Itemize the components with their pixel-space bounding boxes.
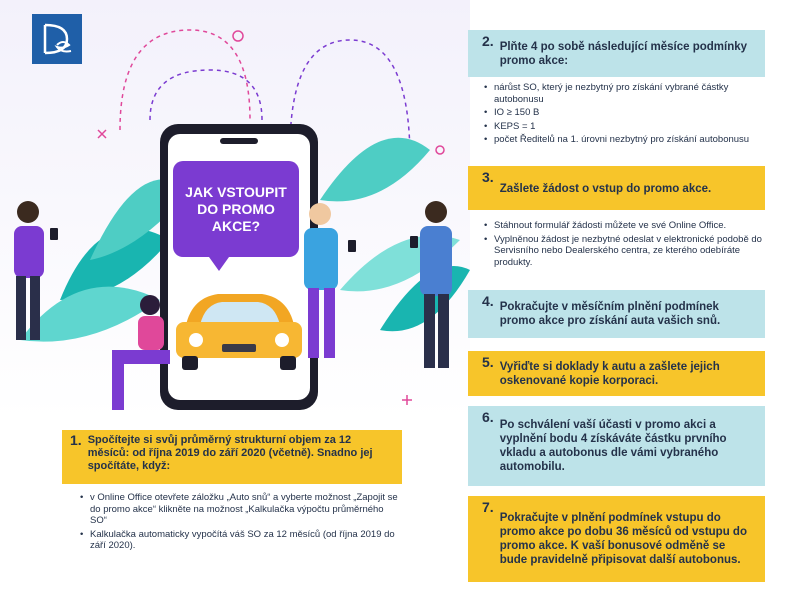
step-4-number: 4.: [482, 293, 494, 309]
car-headlight-left: [189, 333, 203, 347]
step-1-bullet: • v Online Office otevřete záložku „Auto snů“ a vyberte možnost „Zapojit se do promo akce“ klikněte na možnost „Kalkulačka výpočtu průměrného SO“: [80, 492, 400, 527]
step-4-text: Pokračujte v měsíčním plnění podmínek promo akce pro získání auta vašich snů.: [499, 301, 721, 327]
person-right-leg-2: [438, 294, 449, 368]
step-2-bullet: • nárůst SO, který je nezbytný pro získání vybrané částky autobonusu: [484, 82, 764, 105]
car-wheel-right: [280, 356, 296, 370]
leaf-right-2: [320, 138, 430, 202]
step-3-number: 3.: [482, 169, 494, 185]
step-6-card: [468, 406, 765, 486]
step-3-bullets: [484, 220, 764, 270]
step-5-card: [468, 351, 765, 396]
person-mid-leg-2: [324, 288, 335, 358]
circle-decor: [233, 31, 243, 41]
step-1-bullet: • Kalkulačka automaticky vypočítá váš SO za 12 měsíců (od října 2019 do září 2020).: [80, 529, 400, 552]
person-right-phone: [410, 236, 418, 248]
person-right-shirt: [420, 226, 452, 296]
step-7-card: [468, 496, 765, 582]
step-3-text: Zašlete žádost o vstup do promo akce.: [499, 183, 712, 195]
person-sitting-head: [140, 295, 160, 315]
step-3-bullet: • Vyplněnou žádost je nezbytné odeslat v elektronické podobě do Servisního nebo Dealerského centra, ze kterého odebíráte produkty.: [484, 234, 764, 269]
hero-title: JAK VSTOUPIT DO PROMO AKCE?: [185, 183, 287, 234]
car-grille: [222, 344, 256, 352]
person-sitting-shirt: [138, 316, 164, 350]
step-5-number: 5.: [482, 354, 494, 370]
person-left-leg-1: [16, 276, 26, 340]
person-mid-head: [309, 203, 331, 225]
step-1-text: Spočítejte si svůj průměrný strukturní objem za 12 měsíců: od října 2019 do září 2020 (včetně). Snadno jej spočítáte, když:: [87, 434, 373, 472]
step-4-card: [468, 290, 765, 338]
person-left-phone: [50, 228, 58, 240]
step-1-bullets: [80, 492, 400, 554]
person-left-shirt: [14, 226, 44, 278]
car-wheel-left: [182, 356, 198, 370]
plus-decor: [402, 395, 412, 405]
step-3-bullet: • Stáhnout formulář žádosti můžete ve své Online Office.: [484, 220, 764, 232]
car-windshield: [200, 302, 280, 325]
step-2-bullet: • KEPS = 1: [484, 121, 764, 133]
person-right-head: [425, 201, 447, 223]
step-2-bullet: • počet Ředitelů na 1. úrovni nezbytný pro získání autobonusu: [484, 134, 764, 146]
person-left-leg-2: [30, 276, 40, 340]
step-5-text: Vyřiďte si doklady k autu a zašlete jejich oskenované kopie korporaci.: [499, 360, 720, 387]
person-right-leg-1: [424, 294, 435, 368]
step-2-card: [468, 30, 765, 77]
dashed-arc-pink: [120, 30, 250, 130]
person-mid-shirt: [304, 228, 338, 290]
phone-notch: [220, 138, 258, 144]
person-mid-phone: [348, 240, 356, 252]
car-headlight-right: [275, 333, 289, 347]
step-7-text: Pokračujte v plnění podmínek vstupu do promo akce po dobu 36 měsíců od vstupu do promo akce. K vaší bonusové odměně se bude pravidelně připisovat další autobonus.: [499, 512, 747, 566]
cross-decor: [98, 130, 106, 138]
step-6-number: 6.: [482, 409, 494, 425]
person-mid-leg-1: [308, 288, 319, 358]
step-6-text: Po schválení vaší účasti v promo akci a vyplnění bodu 4 získáváte částku prvního vkladu a autobonus dle vámi vybraného automobilu.: [499, 419, 727, 473]
step-2-bullet: • IO ≥ 150 B: [484, 107, 764, 119]
step-1-number: 1.: [70, 432, 82, 448]
step-2-number: 2.: [482, 33, 494, 49]
person-left-head: [17, 201, 39, 223]
step-2-bullets: [484, 82, 764, 148]
speech-bubble-title: [173, 161, 299, 257]
step-3-card: [468, 166, 765, 210]
circle-decor-2: [436, 146, 444, 154]
step-7-number: 7.: [482, 499, 494, 515]
step-2-text: Plňte 4 po sobě následující měsíce podmínky promo akce:: [499, 40, 748, 67]
step-1-card: [62, 430, 402, 484]
